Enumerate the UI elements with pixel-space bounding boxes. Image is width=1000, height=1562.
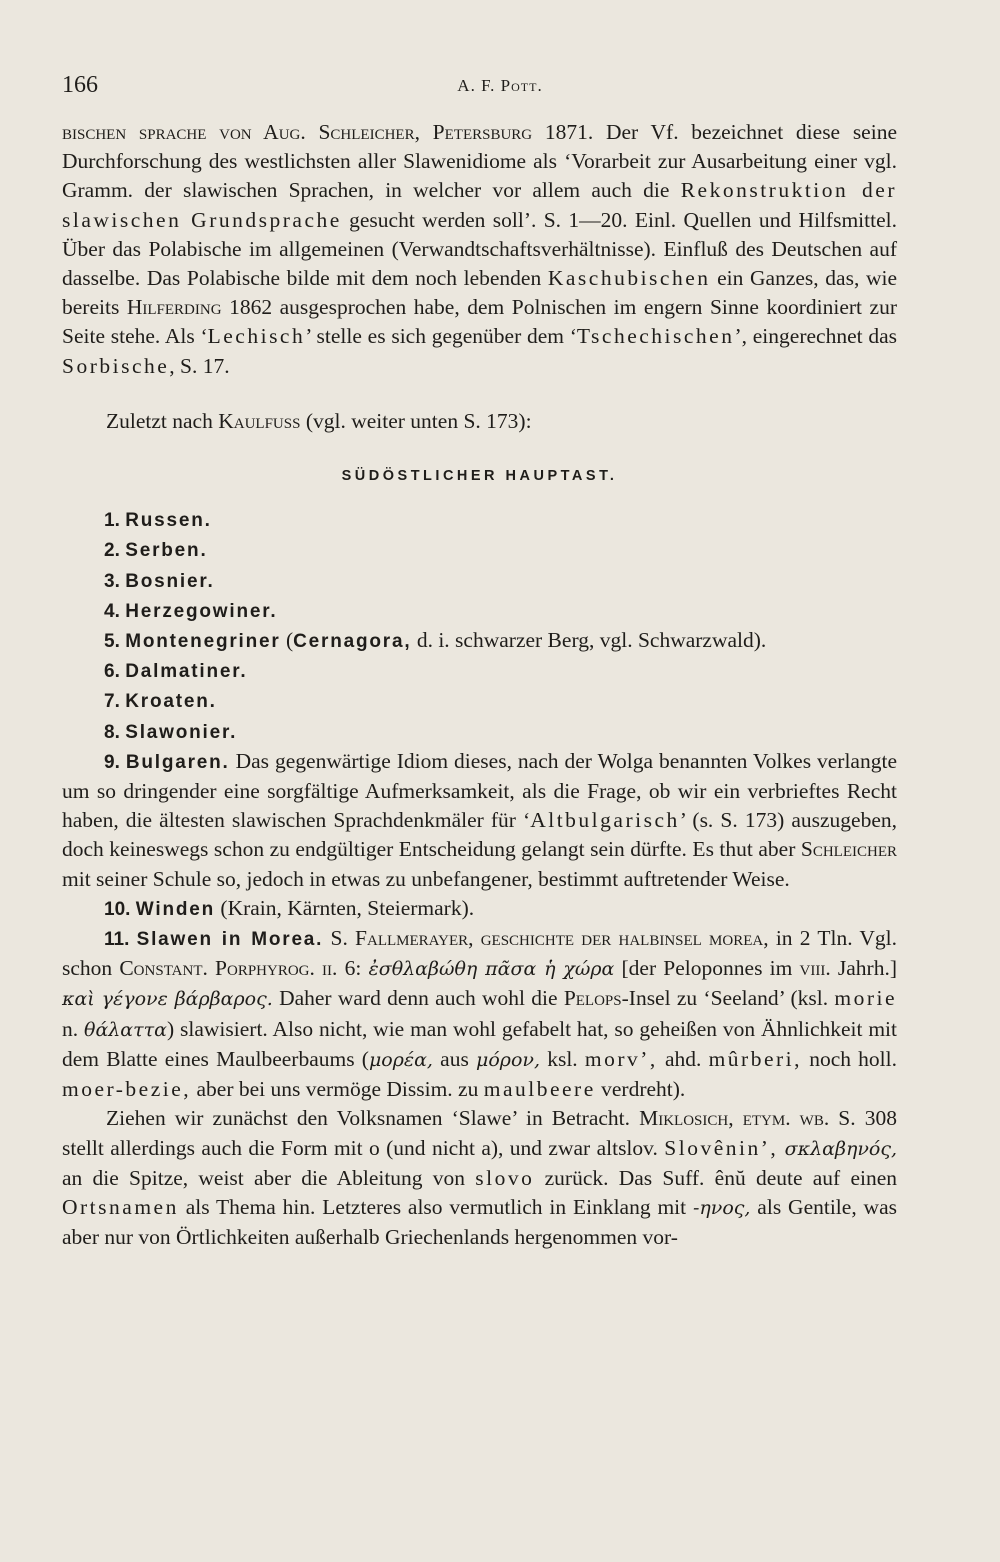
list-item: 6. Dalmatiner. — [104, 661, 248, 683]
list-item-morea: 11. Slawen in Morea. S. Fallmerayer, geschichte der halbinsel morea, in 2 Tln. Vgl. schon Constant. Porphyrog. ii. 6: ἐσθλαβώθη πᾶσα ἡ χώρα [der Peloponnes im viii. Jahrh.] καὶ γέγονε βάρβαρος. Daher ward denn auch wohl die Pelops-Insel zu ‘Seeland’ (ksl. morie n. θάλαττα) slawisiert. Also nicht, wie man wohl gefabelt hat, so geheißen von Ähnlichkeit mit dem Blatte eines Maulbeerbaums (μορέα, aus μόρον, ksl. morv’, ahd. mûrberi, noch holl. moer-bezie, aber bei uns vermöge Dissim. zu maulbeere verdreht). — [62, 926, 898, 1102]
body-text — [62, 118, 897, 1252]
section-heading: SÜDÖSTLICHER HAUPTAST. — [341, 468, 618, 485]
page-number: 166 — [62, 72, 98, 98]
page-header — [62, 72, 938, 102]
paragraph-slawe: Ziehen wir zunächst den Volksnamen ‘Slawe’ in Betracht. Miklosich, etym. wb. S. 308 stellt allerdings auch die Form mit o (und nicht a), und zwar altslov. Slovênin’, σκλαβηνός, an die Spitze, weist aber die Ableitung von slovo zurück. Das Suff. ênŭ deute auf einen Ortsnamen als Thema hin. Letzteres also vermutlich in Einklang mit -ηνος, als Gentile, was aber nur von Örtlichkeiten außerhalb Griechenlands hergenommen vor- — [62, 1106, 898, 1250]
list-item: 8. Slawonier. — [104, 721, 238, 743]
list-item: 5. Montenegriner (Cernagora, d. i. schwarzer Berg, vgl. Schwarzwald). — [104, 628, 767, 653]
list-item: 3. Bosnier. — [104, 570, 215, 592]
list-item: 4. Herzegowiner. — [104, 600, 278, 622]
paragraph-polabisch: bischen sprache von Aug. Schleicher, Petersburg 1871. Der Vf. bezeichnet diese seine Durchforschung des westlichsten aller Slawenidiome als ‘Vorarbeit zur Ausarbeitung einer vgl. Gramm. der slawischen Sprachen, in welcher vor allem auch die Rekonstruktion der slawischen Grundsprache gesucht werden soll’. S. 1—20. Einl. Quellen und Hilfsmittel. Über das Polabische im allgemeinen (Verwandtschaftsverhältnisse). Einfluß des Deutschen auf dasselbe. Das Polabische bilde mit dem noch lebenden Kaschubischen ein Ganzes, das, wie bereits Hilferding 1862 ausgesprochen habe, dem Polnischen im engern Sinne koordiniert zur Seite stehe. Als ‘Lechisch’ stelle es sich gegenüber dem ‘Tschechischen’, eingerechnet das Sorbische, S. 17. — [62, 120, 897, 378]
running-head: A. F. Pott. — [457, 76, 543, 95]
list-item-bulgaren: 9. Bulgaren. Das gegenwärtige Idiom dieses, nach der Wolga benannten Volkes verlangte um so dringender eine sorgfältige Aufmerksamkeit, als die Frage, ob wir ein verbrieftes Recht haben, die ältesten slawischen Sprachdenkmäler für ‘Altbulgarisch’ (s. S. 173) auszugeben, doch keineswegs schon zu endgültiger Entscheidung gelangt sein dürfte. Es thut aber Schleicher mit seiner Schule so, jedoch in etwas zu unbefangener, bestimmt auftretender Weise. — [62, 748, 897, 891]
list-item: 1. Russen. — [104, 510, 212, 532]
list-item: 2. Serben. — [104, 540, 208, 562]
list-item: 7. Kroaten. — [104, 691, 217, 713]
paragraph-kaulfuss: Zuletzt nach Kaulfuss (vgl. weiter unten S. 173): — [106, 408, 532, 433]
list-item-winden: 10. Winden (Krain, Kärnten, Steiermark). — [104, 895, 475, 920]
